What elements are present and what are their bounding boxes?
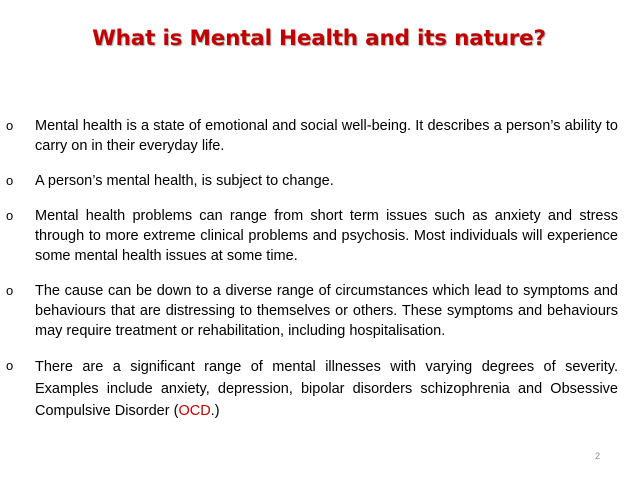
bullet-text-end: .) (210, 403, 220, 419)
bullet-text: Mental health problems can range from short term issues such as anxiety and stress through to more extreme clinical problems and psychosis. Most individuals will experience some mental health issues at some time. (35, 208, 618, 264)
ocd-acronym: OCD (178, 403, 211, 419)
slide-number: 2 (594, 451, 600, 461)
bullet-text: There are a significant range of mental illnesses with varying degrees of severity. Examples include anxiety, depression, bipolar disorders schizophrenia and Obsessive Compulsive Disorder ( (35, 359, 618, 419)
bullet-marker-icon: o (6, 118, 14, 133)
bullet-item-illnesses (0, 356, 638, 422)
bullet-text: A person’s mental health, is subject to change. (35, 173, 334, 189)
bullet-marker-icon: o (6, 358, 14, 373)
bullet-marker-icon: o (6, 173, 14, 188)
bullet-item-problems (0, 206, 638, 266)
bullet-text: The cause can be down to a diverse range of circumstances which lead to symptoms and behaviours that are distressing to themselves or others. These symptoms and behaviours may require treatment or rehabilitation, including hospitalisation. (35, 283, 618, 339)
bullet-item-change (0, 171, 638, 191)
slide-title: What is Mental Health and its nature? (92, 26, 546, 51)
bullet-marker-icon: o (6, 283, 14, 298)
bullet-text: Mental health is a state of emotional and social well-being. It describes a person’s ability to carry on in their everyday life. (35, 118, 618, 154)
bullet-marker-icon: o (6, 208, 14, 223)
bullet-list (0, 116, 638, 437)
bullet-item-definition (0, 116, 638, 156)
bullet-item-causes (0, 281, 638, 341)
